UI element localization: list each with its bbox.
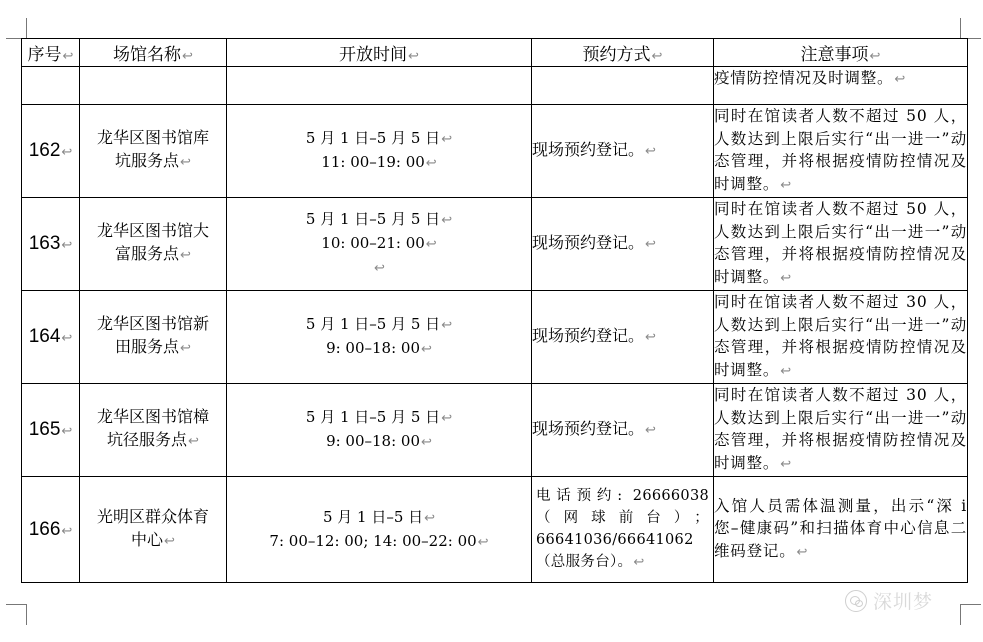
header-time: 开放时间↩ bbox=[227, 39, 532, 67]
row-appointment: 现场预约登记。↩ bbox=[532, 291, 714, 384]
crop-mark-bottom-left bbox=[6, 604, 27, 625]
row-appointment: 现场预约登记。↩ bbox=[532, 105, 714, 198]
table-row bbox=[22, 384, 968, 477]
row-notes: 同时在馆读者人数不超过 30 人，人数达到上限后实行“出一进一”动态管理，并将根据疫情防控情况及时调整。↩ bbox=[714, 384, 968, 477]
row-seq: 165↩ bbox=[22, 384, 80, 477]
watermark-text: 深圳梦 bbox=[873, 591, 934, 613]
crop-mark-top-right bbox=[960, 18, 981, 39]
row-notes: 同时在馆读者人数不超过 30 人，人数达到上限后实行“出一进一”动态管理，并将根据疫情防控情况及时调整。↩ bbox=[714, 291, 968, 384]
cont-seq-cell bbox=[22, 67, 80, 105]
row-appointment: 现场预约登记。↩ bbox=[532, 198, 714, 291]
header-seq: 序号↩ bbox=[22, 39, 80, 67]
row-seq: 162↩ bbox=[22, 105, 80, 198]
row-time: 5 月 1 日–5 月 5 日↩ 10: 00–21: 00↩ ↩ bbox=[227, 198, 532, 291]
row-seq: 163↩ bbox=[22, 198, 80, 291]
row-time: 5 月 1 日–5 月 5 日↩ 11: 00–19: 00↩ bbox=[227, 105, 532, 198]
header-venue: 场馆名称↩ bbox=[80, 39, 227, 67]
cont-time-cell bbox=[227, 67, 532, 105]
row-appointment: 现场预约登记。↩ bbox=[532, 384, 714, 477]
row-seq: 164↩ bbox=[22, 291, 80, 384]
row-appointment: 电话预约: 26666038（网球前台）；66641036/66641062（总服务台）。↩ bbox=[532, 477, 714, 583]
row-time: 5 月 1 日–5 月 5 日↩ 9: 00–18: 00↩ bbox=[227, 291, 532, 384]
row-notes: 同时在馆读者人数不超过 50 人，人数达到上限后实行“出一进一”动态管理，并将根据疫情防控情况及时调整。↩ bbox=[714, 105, 968, 198]
continuation-row bbox=[22, 67, 968, 105]
header-appointment: 预约方式↩ bbox=[532, 39, 714, 67]
row-venue: 光明区群众体育 中心↩ bbox=[80, 477, 227, 583]
crop-mark-top-left bbox=[6, 18, 27, 39]
table-row bbox=[22, 105, 968, 198]
cont-notes-cell: 疫情防控情况及时调整。↩ bbox=[714, 67, 968, 105]
header-notes: 注意事项↩ bbox=[714, 39, 968, 67]
row-time: 5 月 1 日–5 月 5 日↩ 9: 00–18: 00↩ bbox=[227, 384, 532, 477]
venue-table bbox=[21, 38, 968, 583]
crop-mark-bottom-right bbox=[960, 604, 981, 625]
table-row bbox=[22, 291, 968, 384]
row-venue: 龙华区图书馆大 富服务点↩ bbox=[80, 198, 227, 291]
cont-appointment-cell bbox=[532, 67, 714, 105]
header-row bbox=[22, 39, 968, 67]
row-notes: 同时在馆读者人数不超过 50 人，人数达到上限后实行“出一进一”动态管理，并将根据疫情防控情况及时调整。↩ bbox=[714, 198, 968, 291]
table-row bbox=[22, 477, 968, 583]
row-time: 5 月 1 日–5 日↩ 7: 00–12: 00; 14: 00–22: 00↩ bbox=[227, 477, 532, 583]
wechat-icon bbox=[845, 590, 867, 612]
cont-venue-cell bbox=[80, 67, 227, 105]
row-venue: 龙华区图书馆新 田服务点↩ bbox=[80, 291, 227, 384]
row-venue: 龙华区图书馆库 坑服务点↩ bbox=[80, 105, 227, 198]
table-row bbox=[22, 198, 968, 291]
row-notes: 入馆人员需体温测量，出示“深 i 您–健康码”和扫描体育中心信息二维码登记。↩ bbox=[714, 477, 968, 583]
row-venue: 龙华区图书馆樟 坑径服务点↩ bbox=[80, 384, 227, 477]
row-seq: 166↩ bbox=[22, 477, 80, 583]
watermark-logo bbox=[845, 587, 933, 614]
